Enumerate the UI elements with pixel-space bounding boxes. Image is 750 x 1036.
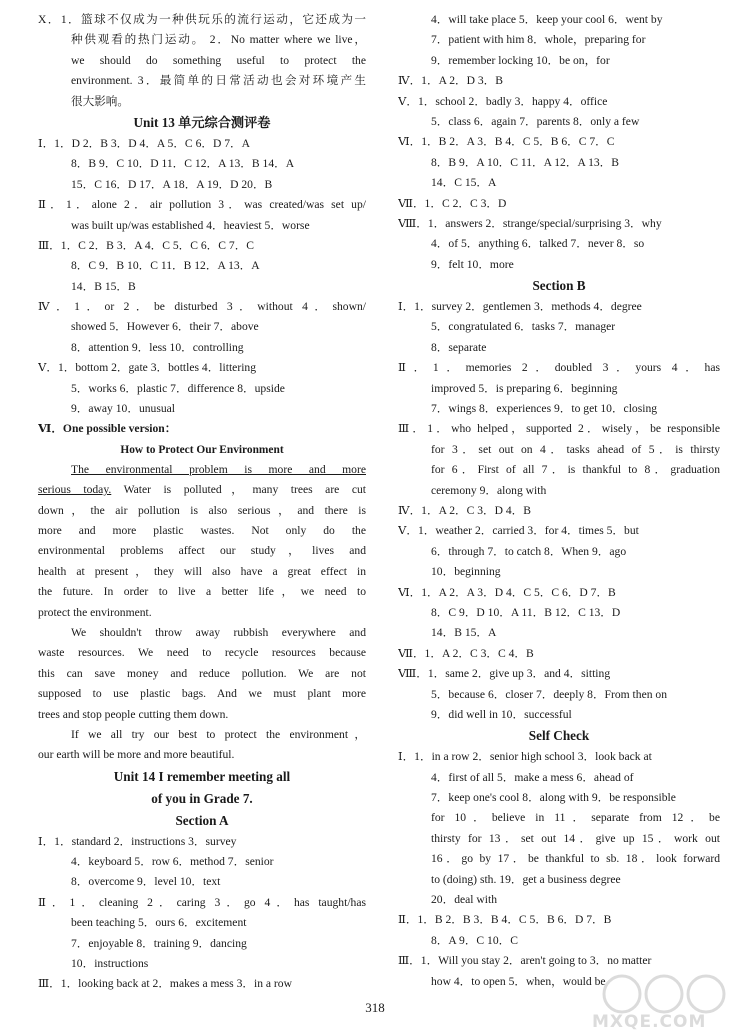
section-heading: Unit 13 单元综合测评卷 bbox=[133, 114, 271, 130]
essay-title: How to Protect Our Environment bbox=[120, 443, 284, 456]
answer-line: to (doing) sth. 19．get a business degree bbox=[431, 872, 621, 886]
answer-line: 10．instructions bbox=[71, 957, 149, 971]
answer-line: showed 5．However 6．their 7．above bbox=[71, 320, 259, 334]
answer-line: Ⅷ．1．same 2．give up 3．and 4．sitting bbox=[398, 667, 611, 681]
answer-line: 5．congratulated 6．tasks 7．manager bbox=[431, 320, 616, 334]
answer-line: 20．deal with bbox=[431, 893, 498, 907]
answer-line: Ⅲ．1．Will you stay 2．aren't going to 3．no matter bbox=[398, 954, 652, 968]
answer-line: 8．B 9．C 10．D 11．C 12．A 13．B 14．A bbox=[71, 157, 295, 171]
answer-line: Ⅱ．1．memories 2．doubled 3．yours 4．has bbox=[398, 361, 720, 375]
answer-line: been teaching 5．ours 6．excitement bbox=[71, 916, 247, 930]
answer-line: 4．keyboard 5．row 6．method 7．senior bbox=[71, 855, 274, 869]
answer-line: 7．keep one's cool 8．along with 9．be responsible bbox=[431, 791, 676, 805]
answer-line: 9．remember locking 10．be on，for bbox=[431, 53, 610, 67]
answer-line: Ⅵ．1．B 2．A 3．B 4．C 5．B 6．C 7．C bbox=[398, 135, 615, 149]
answer-line: for 3．set out on 4．tasks ahead of 5．is thirsty bbox=[431, 442, 720, 456]
answer-line: Ⅱ．1．alone 2．air pollution 3．was created/was set up/ bbox=[38, 198, 366, 212]
section-heading: of you in Grade 7. bbox=[151, 790, 253, 806]
answer-line: Ⅵ．1．A 2．A 3．D 4．C 5．C 6．D 7．B bbox=[398, 585, 616, 599]
line-text: Water is polluted，many trees are cut bbox=[111, 483, 366, 497]
underlined-text: serious today. bbox=[38, 483, 112, 497]
right-column bbox=[398, 10, 720, 992]
answer-line: 9．did well in 10．successful bbox=[431, 707, 572, 721]
answer-line: 8．A 9．C 10．C bbox=[431, 933, 518, 947]
answer-line: improved 5．is preparing 6．beginning bbox=[431, 381, 618, 395]
answer-line: 14．C 15．A bbox=[431, 176, 497, 190]
answer-line: Ⅰ．1．survey 2．gentlemen 3．methods 4．degree bbox=[398, 300, 642, 314]
answer-line: health at present，they will also have a great effect in bbox=[38, 564, 366, 578]
answer-line: 8．attention 9．less 10．controlling bbox=[71, 340, 244, 354]
answer-line: Ⅲ．1．who helped，supported 2．wisely，be responsible bbox=[398, 422, 720, 436]
answer-line: environmental problems affect our study，lives and bbox=[38, 544, 366, 558]
answer-line: trees and stop people cutting them down. bbox=[38, 707, 229, 721]
answer-line: Ⅱ．1．cleaning 2．caring 3．go 4．has taught/has bbox=[38, 895, 366, 909]
page-number: 318 bbox=[365, 1000, 385, 1015]
answer-line: how 4．to open 5．when，would be bbox=[431, 974, 606, 988]
answer-line: 4．of 5．anything 6．talked 7．never 8．so bbox=[431, 237, 645, 251]
answer-line: X．1．篮球不仅成为一种供玩乐的流行运动，它还成为一 bbox=[38, 13, 366, 26]
answer-line: environment. 3．最简单的日常活动也会对环境产生 bbox=[71, 74, 366, 88]
answer-line: 很大影响。 bbox=[71, 94, 129, 108]
answer-line: thirsty for 13．set out 14．give up 15．work out bbox=[431, 831, 720, 845]
answer-line: 5．class 6．again 7．parents 8．only a few bbox=[431, 114, 640, 128]
answer-line: We shouldn't throw away rubbish everywhere and bbox=[71, 625, 366, 639]
section-heading: Self Check bbox=[528, 728, 590, 744]
answer-line: for 6．First of all 7．is thankful to 8．graduation bbox=[431, 463, 720, 477]
section-heading: Unit 14 I remember meeting all bbox=[113, 768, 291, 784]
answer-line: Ⅲ．1．looking back at 2．makes a mess 3．in a row bbox=[38, 977, 292, 991]
answer-line: 7．patient with him 8．whole，preparing for bbox=[431, 33, 646, 47]
answer-line: 10．beginning bbox=[431, 565, 501, 579]
answer-line: 4．will take place 5．keep your cool 6．went by bbox=[431, 13, 663, 26]
answer-line: 8．overcome 9．level 10．text bbox=[71, 875, 221, 889]
answer-line: Ⅶ．1．A 2．C 3．C 4．B bbox=[398, 646, 534, 660]
section-heading: Section B bbox=[532, 278, 586, 294]
answer-line: 15．C 16．D 17．A 18．A 19．D 20．B bbox=[71, 177, 273, 191]
answer-line: 5．works 6．plastic 7．difference 8．upside bbox=[71, 381, 285, 395]
answer-line: down，the air pollution is also serious，and there is bbox=[38, 503, 366, 517]
answer-line: the future. In order to live a better life，we need to bbox=[38, 585, 366, 599]
answer-line: 8．C 9．B 10．C 11．B 12．A 13．A bbox=[71, 259, 260, 273]
answer-line: 16．go by 17．be thankful to sb. 18．look forward bbox=[431, 852, 720, 866]
answer-line: Ⅳ．1．A 2．C 3．D 4．B bbox=[398, 503, 532, 517]
answer-line: for 10．believe in 11．separate from 12．be bbox=[431, 811, 720, 825]
watermark-stamp-icon bbox=[592, 972, 742, 1016]
answer-line: 8．B 9．A 10．C 11．A 12．A 13．B bbox=[431, 155, 619, 169]
watermark-logo bbox=[592, 972, 742, 1032]
answer-line: 7．wings 8．experiences 9．to get 10．closing bbox=[431, 402, 658, 416]
answer-line: 4．first of all 5．make a mess 6．ahead of bbox=[431, 770, 634, 784]
answer-line: we should do something useful to protect the bbox=[71, 53, 366, 67]
answer-line: this can save money and reduce pollution. We are not bbox=[38, 666, 366, 680]
answer-line: 14．B 15．A bbox=[431, 626, 497, 640]
answer-line: Ⅷ．1．answers 2．strange/special/surprising 3．why bbox=[398, 216, 662, 230]
answer-line: Ⅵ．One possible version： bbox=[38, 422, 177, 436]
answer-line: Ⅴ．1．bottom 2．gate 3．bottles 4．littering bbox=[38, 361, 257, 375]
answer-line: Ⅶ．1．C 2．C 3．D bbox=[398, 196, 507, 210]
answer-line: Ⅰ．1．in a row 2．senior high school 3．look back at bbox=[398, 750, 652, 764]
answer-line: 种供观看的热门运动。 2．No matter where we live， bbox=[71, 33, 366, 47]
left-column bbox=[38, 10, 366, 995]
answer-line: ceremony 9．along with bbox=[431, 483, 547, 497]
answer-line: 14．B 15．B bbox=[71, 279, 136, 293]
answer-line: If we all try our best to protect the environment， bbox=[71, 727, 366, 741]
answer-line: Ⅲ．1．C 2．B 3．A 4．C 5．C 6．C 7．C bbox=[38, 238, 255, 252]
answer-line: 8．separate bbox=[431, 340, 487, 354]
answer-line: more and more plastic wastes. Not only do the bbox=[38, 523, 366, 537]
answer-line: our earth will be more and more beautiful. bbox=[38, 748, 235, 762]
answer-line: 9．felt 10．more bbox=[431, 257, 514, 271]
answer-line: 5．because 6．closer 7．deeply 8．From then on bbox=[431, 687, 668, 701]
answer-line: Ⅳ．1．or 2．be disturbed 3．without 4．shown/ bbox=[38, 300, 366, 314]
answer-line bbox=[38, 480, 366, 500]
answer-line: 6．through 7．to catch 8．When 9．ago bbox=[431, 544, 627, 558]
answer-line: Ⅱ．1．B 2．B 3．B 4．C 5．B 6．D 7．B bbox=[398, 913, 612, 927]
answer-line: 7．enjoyable 8．training 9．dancing bbox=[71, 936, 247, 950]
answer-line: protect the environment. bbox=[38, 605, 152, 619]
answer-line: Ⅴ．1．weather 2．carried 3．for 4．times 5．but bbox=[398, 524, 639, 538]
answer-line: Ⅰ．1．D 2．B 3．D 4．A 5．C 6．D 7．A bbox=[38, 136, 250, 150]
answer-line: Ⅰ．1．standard 2．instructions 3．survey bbox=[38, 834, 237, 848]
answer-line: Ⅳ．1．A 2．D 3．B bbox=[398, 74, 503, 88]
watermark-text: MXQE.COM bbox=[592, 1012, 707, 1032]
section-heading: Section A bbox=[175, 812, 229, 828]
answer-line: The environmental problem is more and more bbox=[71, 462, 366, 476]
answer-line: 8．C 9．D 10．A 11．B 12．C 13．D bbox=[431, 605, 621, 619]
answer-line: 9．away 10．unusual bbox=[71, 402, 176, 416]
answer-line: was built up/was established 4．heaviest 5．worse bbox=[71, 218, 310, 232]
answer-line: supposed to use plastic bags. And we must plant more bbox=[38, 687, 366, 701]
answer-line: Ⅴ．1．school 2．badly 3．happy 4．office bbox=[398, 94, 608, 108]
answer-line: waste resources. We need to recycle resources because bbox=[38, 646, 366, 660]
